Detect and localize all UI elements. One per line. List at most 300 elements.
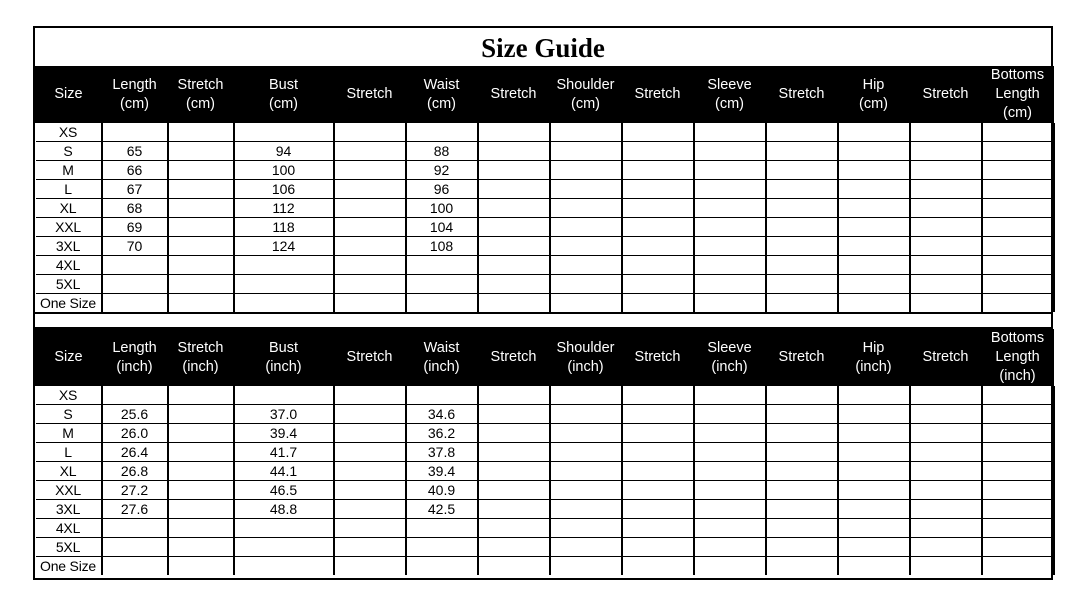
table-cell bbox=[334, 481, 406, 500]
table-cell bbox=[982, 180, 1054, 199]
table-cell: 100 bbox=[406, 199, 478, 218]
table-cell bbox=[334, 386, 406, 405]
table-cell bbox=[334, 424, 406, 443]
table-cell bbox=[168, 424, 234, 443]
table-cell bbox=[910, 538, 982, 557]
table-cell bbox=[982, 237, 1054, 256]
table-cell bbox=[622, 519, 694, 538]
table-cell bbox=[234, 557, 334, 576]
table-cell bbox=[406, 386, 478, 405]
table-cell: 26.4 bbox=[102, 443, 168, 462]
column-header: Stretch bbox=[910, 329, 982, 386]
size-label: L bbox=[36, 443, 102, 462]
table-cell bbox=[838, 275, 910, 294]
table-cell bbox=[550, 294, 622, 313]
table-cell bbox=[168, 538, 234, 557]
size-guide-sheet bbox=[33, 26, 1053, 580]
table-cell: 66 bbox=[102, 161, 168, 180]
table-cell bbox=[478, 123, 550, 142]
table-cell bbox=[478, 424, 550, 443]
table-row bbox=[36, 218, 1054, 237]
table-cell bbox=[622, 142, 694, 161]
table-cell: 41.7 bbox=[234, 443, 334, 462]
table-cell: 108 bbox=[406, 237, 478, 256]
table-cell: 67 bbox=[102, 180, 168, 199]
table-row bbox=[36, 180, 1054, 199]
table-cell bbox=[910, 557, 982, 576]
table-cell: 39.4 bbox=[406, 462, 478, 481]
table-cell bbox=[622, 256, 694, 275]
column-header: Stretch bbox=[334, 66, 406, 123]
table-cell: 124 bbox=[234, 237, 334, 256]
table-cell bbox=[982, 256, 1054, 275]
table-cell: 112 bbox=[234, 199, 334, 218]
column-header: Bottoms Length (cm) bbox=[982, 66, 1054, 123]
column-header: Stretch bbox=[766, 329, 838, 386]
table-cell bbox=[334, 462, 406, 481]
table-cell bbox=[234, 538, 334, 557]
table-cell bbox=[550, 256, 622, 275]
table-cell bbox=[622, 500, 694, 519]
table-cell bbox=[550, 481, 622, 500]
table-cell: 96 bbox=[406, 180, 478, 199]
table-cell bbox=[982, 405, 1054, 424]
table-cell bbox=[766, 557, 838, 576]
table-cell bbox=[766, 180, 838, 199]
table-cell bbox=[982, 123, 1054, 142]
table-cell bbox=[766, 294, 838, 313]
table-cell: 48.8 bbox=[234, 500, 334, 519]
size-label: XS bbox=[36, 123, 102, 142]
table-cell: 106 bbox=[234, 180, 334, 199]
table-row bbox=[36, 294, 1054, 313]
table-row bbox=[36, 557, 1054, 576]
column-header: Bottoms Length (inch) bbox=[982, 329, 1054, 386]
table-cell bbox=[622, 386, 694, 405]
table-cell bbox=[982, 462, 1054, 481]
table-cell bbox=[168, 481, 234, 500]
table-cell bbox=[694, 180, 766, 199]
table-cell bbox=[478, 386, 550, 405]
table-cell: 37.8 bbox=[406, 443, 478, 462]
table-cell: 104 bbox=[406, 218, 478, 237]
table-cell bbox=[334, 443, 406, 462]
table-cell bbox=[234, 123, 334, 142]
table-cell bbox=[766, 237, 838, 256]
table-cell bbox=[622, 180, 694, 199]
table-cell bbox=[550, 557, 622, 576]
table-cell bbox=[766, 519, 838, 538]
table-cell: 34.6 bbox=[406, 405, 478, 424]
size-label: M bbox=[36, 424, 102, 443]
table-cell bbox=[766, 218, 838, 237]
size-label: 3XL bbox=[36, 237, 102, 256]
table-row bbox=[36, 142, 1054, 161]
table-cell: 68 bbox=[102, 199, 168, 218]
table-cell bbox=[910, 180, 982, 199]
table-cell bbox=[694, 557, 766, 576]
table-cell bbox=[838, 161, 910, 180]
table-cell bbox=[622, 443, 694, 462]
table-cell bbox=[982, 294, 1054, 313]
table-cell bbox=[550, 424, 622, 443]
table-cell bbox=[168, 519, 234, 538]
table-cell bbox=[550, 161, 622, 180]
table-row bbox=[36, 500, 1054, 519]
table-cell bbox=[838, 386, 910, 405]
size-label: 3XL bbox=[36, 500, 102, 519]
table-cell bbox=[168, 443, 234, 462]
table-cell bbox=[168, 294, 234, 313]
table-cell bbox=[550, 500, 622, 519]
table-cell bbox=[910, 462, 982, 481]
table-cell bbox=[622, 237, 694, 256]
column-header: Stretch bbox=[478, 66, 550, 123]
table-cell bbox=[694, 462, 766, 481]
table-cell bbox=[102, 294, 168, 313]
table-cell: 27.6 bbox=[102, 500, 168, 519]
table-cell bbox=[694, 443, 766, 462]
table-cell bbox=[694, 481, 766, 500]
size-label: One Size bbox=[36, 294, 102, 313]
size-label: 4XL bbox=[36, 256, 102, 275]
table-cell bbox=[334, 519, 406, 538]
table-cell bbox=[910, 519, 982, 538]
table-cell bbox=[550, 237, 622, 256]
table-cell bbox=[766, 275, 838, 294]
table-cell bbox=[478, 405, 550, 424]
table-cell bbox=[622, 424, 694, 443]
table-cell bbox=[694, 538, 766, 557]
table-cell: 26.0 bbox=[102, 424, 168, 443]
table-cell bbox=[478, 199, 550, 218]
table-cell: 26.8 bbox=[102, 462, 168, 481]
table-cell bbox=[694, 424, 766, 443]
size-table-cm bbox=[35, 66, 1055, 312]
table-cell bbox=[982, 386, 1054, 405]
table-cell: 94 bbox=[234, 142, 334, 161]
table-cell: 27.2 bbox=[102, 481, 168, 500]
table-cell bbox=[694, 500, 766, 519]
table-cell bbox=[168, 557, 234, 576]
table-cell bbox=[102, 275, 168, 294]
table-cell bbox=[334, 557, 406, 576]
table-cell bbox=[982, 500, 1054, 519]
table-cell bbox=[168, 462, 234, 481]
column-header: Stretch (inch) bbox=[168, 329, 234, 386]
column-header: Waist (inch) bbox=[406, 329, 478, 386]
column-header: Sleeve (cm) bbox=[694, 66, 766, 123]
table-row bbox=[36, 538, 1054, 557]
table-cell bbox=[694, 386, 766, 405]
table-cell bbox=[838, 462, 910, 481]
column-header: Stretch bbox=[334, 329, 406, 386]
table-cell: 36.2 bbox=[406, 424, 478, 443]
table-cell bbox=[838, 557, 910, 576]
table-cell bbox=[334, 405, 406, 424]
table-cell bbox=[910, 237, 982, 256]
table-cell bbox=[694, 237, 766, 256]
table-cell bbox=[982, 424, 1054, 443]
column-header: Stretch bbox=[766, 66, 838, 123]
table-cell bbox=[478, 538, 550, 557]
table-cell bbox=[838, 443, 910, 462]
table-cell bbox=[694, 275, 766, 294]
table-cell bbox=[622, 557, 694, 576]
table-cell bbox=[478, 500, 550, 519]
table-cell bbox=[622, 123, 694, 142]
table-cell bbox=[478, 237, 550, 256]
table-cell bbox=[550, 218, 622, 237]
table-cell bbox=[168, 275, 234, 294]
table-cell: 92 bbox=[406, 161, 478, 180]
table-cell: 100 bbox=[234, 161, 334, 180]
table-cell bbox=[102, 538, 168, 557]
table-cell bbox=[334, 180, 406, 199]
size-label: 4XL bbox=[36, 519, 102, 538]
table-cell bbox=[406, 538, 478, 557]
table-cell bbox=[910, 386, 982, 405]
table-row bbox=[36, 424, 1054, 443]
table-cell bbox=[910, 256, 982, 275]
table-cell bbox=[478, 180, 550, 199]
table-cell bbox=[766, 161, 838, 180]
size-label: XS bbox=[36, 386, 102, 405]
column-header: Stretch bbox=[478, 329, 550, 386]
table-cell bbox=[982, 199, 1054, 218]
table-cell bbox=[168, 386, 234, 405]
table-cell bbox=[168, 199, 234, 218]
table-cell bbox=[838, 405, 910, 424]
table-cell bbox=[234, 275, 334, 294]
table-row bbox=[36, 405, 1054, 424]
table-cell bbox=[910, 218, 982, 237]
table-cell bbox=[550, 443, 622, 462]
table-cell bbox=[478, 443, 550, 462]
table-cell bbox=[102, 123, 168, 142]
table-cell bbox=[622, 405, 694, 424]
column-header: Stretch bbox=[622, 329, 694, 386]
table-cell: 70 bbox=[102, 237, 168, 256]
table-cell bbox=[910, 443, 982, 462]
table-cell bbox=[550, 199, 622, 218]
table-cell bbox=[694, 294, 766, 313]
table-cell bbox=[478, 275, 550, 294]
table-cell bbox=[406, 256, 478, 275]
table-cell bbox=[766, 462, 838, 481]
table-cell bbox=[168, 256, 234, 275]
table-cell: 118 bbox=[234, 218, 334, 237]
column-header: Shoulder (inch) bbox=[550, 329, 622, 386]
table-cell bbox=[406, 557, 478, 576]
table-cell bbox=[478, 294, 550, 313]
table-cell bbox=[694, 519, 766, 538]
table-cell bbox=[550, 462, 622, 481]
column-header: Length (cm) bbox=[102, 66, 168, 123]
table-row bbox=[36, 161, 1054, 180]
size-label: XXL bbox=[36, 481, 102, 500]
column-header: Bust (inch) bbox=[234, 329, 334, 386]
table-cell bbox=[838, 294, 910, 313]
size-label: One Size bbox=[36, 557, 102, 576]
table-cell: 42.5 bbox=[406, 500, 478, 519]
table-cell: 69 bbox=[102, 218, 168, 237]
table-cell bbox=[102, 256, 168, 275]
table-cell bbox=[334, 237, 406, 256]
table-cell: 40.9 bbox=[406, 481, 478, 500]
table-cell bbox=[766, 443, 838, 462]
table-cell bbox=[478, 519, 550, 538]
table-cell bbox=[622, 538, 694, 557]
table-cell bbox=[406, 123, 478, 142]
table-row bbox=[36, 237, 1054, 256]
table-cell: 37.0 bbox=[234, 405, 334, 424]
table-cell bbox=[838, 519, 910, 538]
table-cell bbox=[550, 386, 622, 405]
column-header: Size bbox=[36, 66, 102, 123]
table-cell bbox=[550, 538, 622, 557]
table-cell bbox=[168, 180, 234, 199]
table-cell bbox=[550, 142, 622, 161]
table-cell bbox=[622, 275, 694, 294]
table-cell bbox=[982, 557, 1054, 576]
table-cell bbox=[334, 161, 406, 180]
column-header: Sleeve (inch) bbox=[694, 329, 766, 386]
table-cell bbox=[102, 519, 168, 538]
table-cell bbox=[478, 256, 550, 275]
table-cell bbox=[982, 161, 1054, 180]
table-cell bbox=[168, 123, 234, 142]
table-cell bbox=[838, 500, 910, 519]
table-cell bbox=[478, 142, 550, 161]
table-cell bbox=[838, 538, 910, 557]
table-cell: 44.1 bbox=[234, 462, 334, 481]
table-cell bbox=[478, 462, 550, 481]
table-cell bbox=[910, 424, 982, 443]
table-cell bbox=[234, 294, 334, 313]
table-cell bbox=[622, 161, 694, 180]
table-cell bbox=[334, 142, 406, 161]
table-cell bbox=[334, 538, 406, 557]
table-cell bbox=[838, 180, 910, 199]
table-cell bbox=[406, 519, 478, 538]
table-cell bbox=[910, 405, 982, 424]
table-cell: 88 bbox=[406, 142, 478, 161]
table-cell bbox=[550, 123, 622, 142]
column-header: Size bbox=[36, 329, 102, 386]
table-cell bbox=[910, 161, 982, 180]
table-row bbox=[36, 123, 1054, 142]
table-cell bbox=[622, 294, 694, 313]
column-header: Hip (inch) bbox=[838, 329, 910, 386]
table-cell bbox=[550, 405, 622, 424]
table-cell bbox=[694, 123, 766, 142]
table-cell bbox=[838, 424, 910, 443]
table-cell bbox=[550, 180, 622, 199]
table-cell bbox=[550, 275, 622, 294]
size-label: 5XL bbox=[36, 275, 102, 294]
table-row bbox=[36, 481, 1054, 500]
table-row bbox=[36, 256, 1054, 275]
table-cell: 25.6 bbox=[102, 405, 168, 424]
table-cell bbox=[982, 275, 1054, 294]
table-cell bbox=[406, 294, 478, 313]
table-cell bbox=[168, 237, 234, 256]
size-label: M bbox=[36, 161, 102, 180]
table-cell bbox=[838, 142, 910, 161]
column-header: Hip (cm) bbox=[838, 66, 910, 123]
table-cell bbox=[838, 218, 910, 237]
table-cell bbox=[910, 294, 982, 313]
table-cell bbox=[982, 142, 1054, 161]
table-cell bbox=[334, 275, 406, 294]
table-cell bbox=[766, 481, 838, 500]
table-cell bbox=[766, 386, 838, 405]
table-cell bbox=[102, 386, 168, 405]
size-label: L bbox=[36, 180, 102, 199]
table-row bbox=[36, 199, 1054, 218]
table-cell bbox=[234, 256, 334, 275]
column-header: Stretch bbox=[622, 66, 694, 123]
table-cell bbox=[766, 142, 838, 161]
table-cell bbox=[334, 294, 406, 313]
table-cell: 65 bbox=[102, 142, 168, 161]
table-cell: 39.4 bbox=[234, 424, 334, 443]
table-row bbox=[36, 386, 1054, 405]
table-cell bbox=[622, 218, 694, 237]
table-cell bbox=[838, 481, 910, 500]
table-cell bbox=[168, 142, 234, 161]
table-cell bbox=[102, 557, 168, 576]
table-cell bbox=[982, 218, 1054, 237]
table-cell: 46.5 bbox=[234, 481, 334, 500]
table-cell bbox=[334, 500, 406, 519]
size-label: XXL bbox=[36, 218, 102, 237]
table-cell bbox=[168, 405, 234, 424]
size-label: XL bbox=[36, 462, 102, 481]
table-cell bbox=[550, 519, 622, 538]
table-cell bbox=[334, 199, 406, 218]
header-row bbox=[36, 66, 1054, 123]
table-cell bbox=[766, 199, 838, 218]
table-cell bbox=[910, 275, 982, 294]
size-label: XL bbox=[36, 199, 102, 218]
table-row bbox=[36, 519, 1054, 538]
table-cell bbox=[766, 123, 838, 142]
table-separator bbox=[35, 312, 1051, 329]
table-cell bbox=[910, 199, 982, 218]
table-cell bbox=[910, 123, 982, 142]
table-cell bbox=[766, 405, 838, 424]
table-cell bbox=[982, 443, 1054, 462]
table-cell bbox=[694, 405, 766, 424]
table-cell bbox=[622, 481, 694, 500]
column-header: Waist (cm) bbox=[406, 66, 478, 123]
size-label: S bbox=[36, 405, 102, 424]
table-cell bbox=[910, 142, 982, 161]
column-header: Length (inch) bbox=[102, 329, 168, 386]
table-cell bbox=[694, 199, 766, 218]
column-header: Shoulder (cm) bbox=[550, 66, 622, 123]
column-header: Stretch (cm) bbox=[168, 66, 234, 123]
table-row bbox=[36, 443, 1054, 462]
table-cell bbox=[766, 538, 838, 557]
table-cell bbox=[334, 123, 406, 142]
table-cell bbox=[622, 462, 694, 481]
header-row bbox=[36, 329, 1054, 386]
column-header: Bust (cm) bbox=[234, 66, 334, 123]
table-cell bbox=[910, 481, 982, 500]
